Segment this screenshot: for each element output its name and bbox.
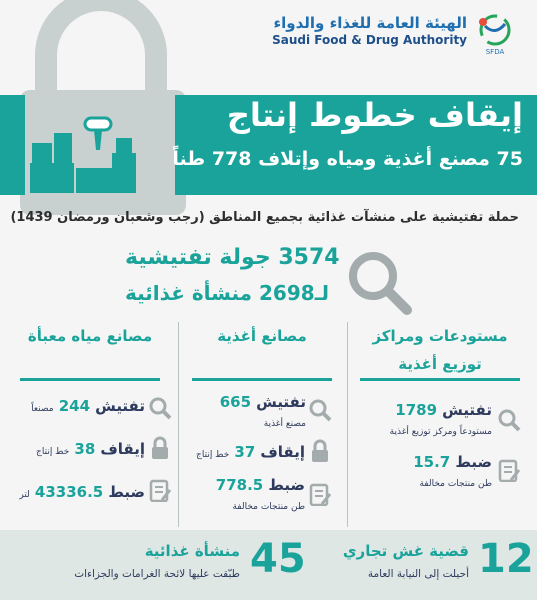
column-rule	[20, 378, 160, 381]
stat-item	[15, 439, 145, 458]
stat-note: خط إنتاج	[36, 447, 70, 457]
logo-english: Saudi Food & Drug Authority	[272, 33, 467, 47]
stat-label: تفتيش	[442, 401, 492, 419]
stat-label: إيقاف	[100, 440, 145, 458]
column-heading-warehouses: مستودعات ومراكز توزيع أغذية	[372, 327, 508, 373]
penalized-subtitle: طبّقت عليها لائحة الغرامات والجزاءات	[74, 568, 240, 580]
logo-text	[272, 14, 467, 47]
stat-value: 665	[219, 393, 252, 411]
stat-value: 778.5	[215, 476, 264, 494]
stat-note: طن منتجات مخالفة	[419, 479, 492, 489]
establishments-total: لـ2698 منشأة غذائية	[125, 281, 330, 305]
stat-note: مصنع أغذية	[263, 419, 306, 429]
campaign-text: حملة تفتيشية على منشآت غذائية بجميع المناطق (رجب وشعبان ورمضان 1439)	[10, 210, 519, 225]
stat-item	[350, 400, 492, 438]
stat-note: لتر	[19, 490, 30, 500]
stat-item	[195, 442, 305, 461]
logo-arabic: الهيئة العامة للغذاء والدواء	[273, 14, 467, 32]
stat-label: ضبط	[108, 483, 145, 501]
column-rule	[192, 378, 332, 381]
fraud-cases-count: 12	[478, 536, 534, 582]
stat-note: مصنعاً	[31, 404, 54, 414]
stat-value: 37	[234, 443, 256, 461]
logo-badge: SFDA	[485, 48, 505, 56]
stat-item	[5, 482, 145, 501]
stat-note: خط إنتاج	[196, 450, 230, 460]
stat-label: إيقاف	[260, 443, 305, 461]
lock-icon	[148, 436, 172, 460]
stat-value: 244	[58, 397, 91, 415]
stat-item	[15, 396, 145, 415]
stat-value: 43336.5	[34, 483, 104, 501]
column-heading-water: مصانع مياه معبأة	[27, 327, 153, 345]
fraud-cases-subtitle: أحيلت إلى النيابة العامة	[367, 568, 469, 580]
stat-label: ضبط	[268, 476, 305, 494]
factory-icon	[30, 108, 150, 193]
column-divider	[347, 322, 348, 527]
column-heading-food-factories: مصانع أغذية	[217, 327, 307, 345]
stat-label: ضبط	[455, 453, 492, 471]
magnifier-icon	[148, 396, 172, 420]
penalized-title: منشأة غذائية	[144, 542, 240, 560]
magnifier-large-icon	[345, 248, 413, 316]
stat-note: مستودعاً ومركز توزيع أغذية	[389, 427, 492, 437]
magnifier-icon	[308, 398, 332, 422]
penalized-count: 45	[250, 536, 306, 582]
banner-title: إيقاف خطوط إنتاج	[226, 96, 523, 134]
stat-value: 1789	[395, 401, 438, 419]
banner-subtitle: 75 مصنع أغذية ومياه وإتلاف 778 طناً	[172, 148, 523, 170]
inspection-rounds-total: 3574 جولة تفتيشية	[125, 245, 340, 270]
sfda-logo-icon	[473, 12, 517, 58]
stat-value: 38	[74, 440, 96, 458]
stat-item	[372, 452, 492, 490]
lock-icon	[308, 439, 332, 463]
stat-value: 15.7	[413, 453, 451, 471]
stat-label: تفتيش	[95, 397, 145, 415]
column-divider	[178, 322, 179, 527]
stat-item	[198, 392, 306, 430]
column-rule	[360, 378, 520, 381]
magnifier-icon	[497, 408, 521, 432]
stat-note: طن منتجات مخالفة	[232, 502, 305, 512]
stat-label: تفتيش	[256, 393, 306, 411]
clipboard-icon	[497, 458, 521, 482]
clipboard-icon	[308, 482, 332, 506]
stat-item	[195, 475, 305, 513]
clipboard-icon	[148, 478, 172, 502]
fraud-cases-title: قضية غش تجاري	[342, 542, 469, 560]
